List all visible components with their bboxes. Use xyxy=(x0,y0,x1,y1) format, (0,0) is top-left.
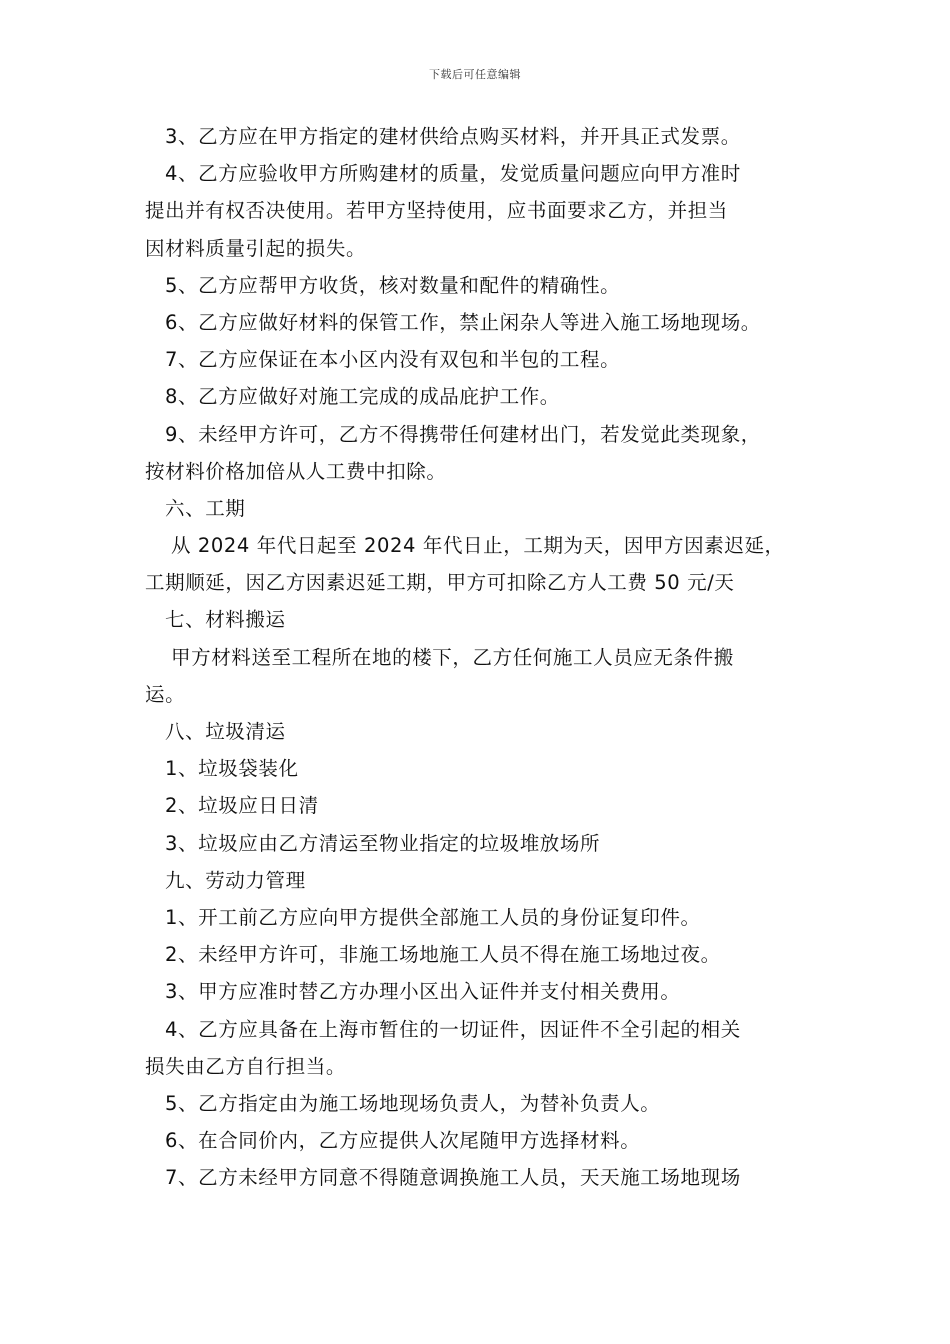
paragraph-line: 运。 xyxy=(145,682,186,706)
paragraph-line: 6、在合同价内，乙方应提供人次尾随甲方选择材料。 xyxy=(165,1129,641,1153)
paragraph-line: 4、乙方应具备在上海市暂住的一切证件，因证件不全引起的相关 xyxy=(165,1017,741,1041)
paragraph-line: 5、乙方应帮甲方收货，核对数量和配件的精确性。 xyxy=(165,273,621,297)
paragraph-line: 从 2024 年代日起至 2024 年代日止，工期为天，因甲方因素迟延， xyxy=(171,534,785,558)
section-heading: 八、垃圾清运 xyxy=(165,720,286,743)
paragraph-line: 7、乙方未经甲方同意不得随意调换施工人员，天天施工场地现场 xyxy=(165,1166,741,1190)
paragraph-line: 6、乙方应做好材料的保管工作，禁止闲杂人等进入施工场地现场。 xyxy=(165,310,761,334)
paragraph-line: 9、未经甲方许可，乙方不得携带任何建材出门，若发觉此类现象， xyxy=(165,422,761,446)
paragraph-line: 5、乙方指定由为施工场地现场负责人，为替补负责人。 xyxy=(165,1091,661,1115)
paragraph-line: 4、乙方应验收甲方所购建材的质量，发觉质量问题应向甲方准时 xyxy=(165,162,741,186)
paragraph-line: 8、乙方应做好对施工完成的成品庇护工作。 xyxy=(165,385,560,409)
paragraph-line: 1、开工前乙方应向甲方提供全部施工人员的身份证复印件。 xyxy=(165,905,701,929)
section-heading: 九、劳动力管理 xyxy=(165,868,306,892)
paragraph-line: 甲方材料送至工程所在地的楼下，乙方任何施工人员应无条件搬 xyxy=(171,645,734,669)
paragraph-line: 按材料价格加倍从人工费中扣除。 xyxy=(145,459,447,483)
paragraph-line: 3、乙方应在甲方指定的建材供给点购买材料，并开具正式发票。 xyxy=(165,125,741,148)
section-heading: 七、材料搬运 xyxy=(165,608,286,632)
paragraph-line: 1、垃圾袋装化 xyxy=(165,757,299,781)
page-header: 下载后可任意编辑 xyxy=(429,68,521,81)
section-heading: 六、工期 xyxy=(165,496,246,520)
document-body xyxy=(145,118,825,1196)
paragraph-line: 2、未经甲方许可，非施工场地施工人员不得在施工场地过夜。 xyxy=(165,943,721,967)
paragraph-line: 3、甲方应准时替乙方办理小区出入证件并支付相关费用。 xyxy=(165,980,681,1004)
paragraph-line: 因材料质量引起的损失。 xyxy=(145,236,367,260)
paragraph-line: 7、乙方应保证在本小区内没有双包和半包的工程。 xyxy=(165,348,621,372)
paragraph-line: 2、垃圾应日日清 xyxy=(165,794,319,818)
paragraph-line: 损失由乙方自行担当。 xyxy=(145,1054,347,1078)
paragraph-line: 提出并有权否决使用。若甲方坚持使用，应书面要求乙方，并担当 xyxy=(145,199,728,223)
paragraph-line: 3、垃圾应由乙方清运至物业指定的垃圾堆放场所 xyxy=(165,831,601,855)
paragraph-line: 工期顺延，因乙方因素迟延工期，甲方可扣除乙方人工费 50 元/天 xyxy=(145,571,735,595)
